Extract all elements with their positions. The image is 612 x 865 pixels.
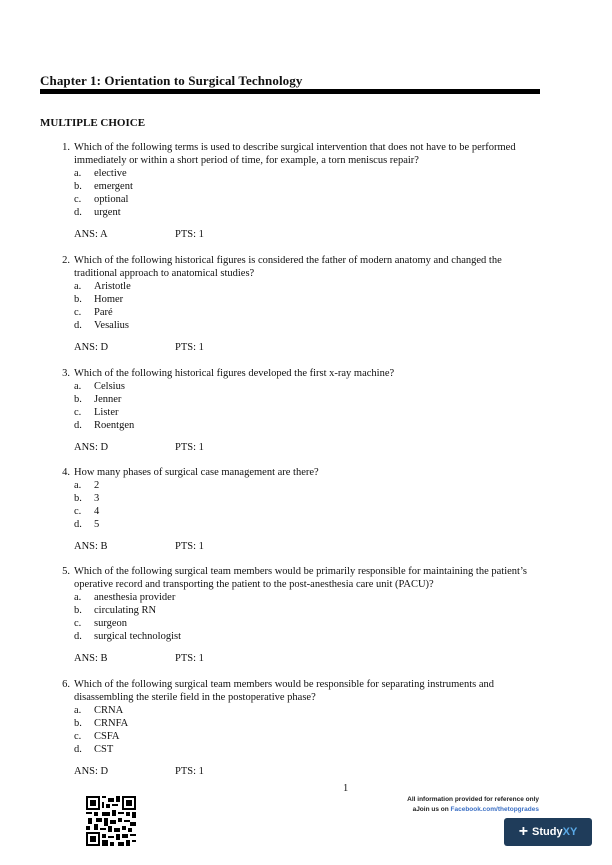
option-letter: c. bbox=[74, 731, 82, 742]
option-letter: d. bbox=[74, 744, 82, 755]
option-b bbox=[74, 717, 540, 730]
option-text: 4 bbox=[94, 506, 100, 517]
option-letter: a. bbox=[74, 480, 82, 491]
option-letter: a. bbox=[74, 592, 82, 603]
brand-prefix: Study bbox=[532, 826, 563, 838]
brand-suffix: XY bbox=[562, 826, 578, 838]
option-b bbox=[74, 604, 540, 617]
option-text: Jenner bbox=[94, 394, 122, 405]
points: PTS: 1 bbox=[175, 541, 204, 552]
question-2 bbox=[56, 254, 540, 354]
studyxy-badge[interactable] bbox=[504, 818, 592, 846]
option-letter: a. bbox=[74, 281, 82, 292]
option-letter: b. bbox=[74, 294, 82, 305]
question-stem: Which of the following historical figures is considered the father of modern anatomy and changed the traditional approach to anatomical studies? bbox=[74, 255, 502, 279]
option-letter: b. bbox=[74, 493, 82, 504]
option-text: circulating RN bbox=[94, 605, 157, 616]
option-d bbox=[74, 630, 540, 643]
option-letter: c. bbox=[74, 506, 82, 517]
answer-line bbox=[74, 228, 540, 241]
option-text: Roentgen bbox=[94, 420, 135, 431]
option-text: surgeon bbox=[94, 618, 128, 629]
option-text: CSFA bbox=[94, 731, 120, 742]
option-letter: d. bbox=[74, 320, 82, 331]
question-stem: Which of the following terms is used to describe surgical intervention that does not have to be performed immediately or within a short period of time, for example, a torn meniscus repair? bbox=[74, 142, 516, 166]
option-b bbox=[74, 180, 540, 193]
title-rule bbox=[40, 89, 540, 94]
option-text: optional bbox=[94, 194, 129, 205]
plus-icon: + bbox=[518, 823, 529, 840]
option-c bbox=[74, 505, 540, 518]
answer-key: ANS: D bbox=[74, 442, 109, 453]
footer-join bbox=[407, 805, 539, 815]
option-letter: c. bbox=[74, 307, 82, 318]
points: PTS: 1 bbox=[175, 653, 204, 664]
option-c bbox=[74, 406, 540, 419]
option-text: CRNA bbox=[94, 705, 124, 716]
option-d bbox=[74, 743, 540, 756]
points: PTS: 1 bbox=[175, 229, 204, 240]
option-text: 5 bbox=[94, 519, 100, 530]
question-stem: Which of the following historical figures developed the first x-ray machine? bbox=[74, 368, 395, 379]
option-letter: a. bbox=[74, 381, 82, 392]
option-c bbox=[74, 730, 540, 743]
answer-line bbox=[74, 441, 540, 454]
question-5 bbox=[56, 565, 540, 665]
question-stem: Which of the following surgical team members would be primarily responsible for maintaining the patient’s operative record and transporting the patient to the post-anesthesia care unit (PACU)? bbox=[74, 566, 527, 590]
section-heading: MULTIPLE CHOICE bbox=[40, 117, 146, 129]
option-letter: b. bbox=[74, 181, 82, 192]
option-text: CRNFA bbox=[94, 718, 129, 729]
option-letter: b. bbox=[74, 605, 82, 616]
answer-line bbox=[74, 341, 540, 354]
option-d bbox=[74, 419, 540, 432]
answer-line bbox=[74, 765, 540, 778]
option-text: Vesalius bbox=[94, 320, 129, 331]
question-number: 5. bbox=[62, 566, 70, 577]
option-text: CST bbox=[94, 744, 114, 755]
option-text: Aristotle bbox=[94, 281, 131, 292]
option-letter: d. bbox=[74, 207, 82, 218]
question-3 bbox=[56, 367, 540, 454]
option-letter: c. bbox=[74, 194, 82, 205]
option-c bbox=[74, 306, 540, 319]
option-c bbox=[74, 617, 540, 630]
question-number: 1. bbox=[62, 142, 70, 153]
option-letter: b. bbox=[74, 718, 82, 729]
facebook-link[interactable]: Facebook.com/thetopgrades bbox=[450, 806, 539, 813]
qr-code-icon[interactable] bbox=[86, 796, 136, 846]
option-letter: c. bbox=[74, 407, 82, 418]
option-a bbox=[74, 704, 540, 717]
option-text: surgical technologist bbox=[94, 631, 181, 642]
option-a bbox=[74, 479, 540, 492]
question-number: 3. bbox=[62, 368, 70, 379]
option-d bbox=[74, 518, 540, 531]
answer-key: ANS: B bbox=[74, 541, 108, 552]
question-6 bbox=[56, 678, 540, 778]
footer-join-prefix: aJoin us on bbox=[412, 806, 451, 813]
option-text: 2 bbox=[94, 480, 100, 491]
answer-key: ANS: B bbox=[74, 653, 108, 664]
option-b bbox=[74, 293, 540, 306]
question-number: 4. bbox=[62, 467, 70, 478]
answer-key: ANS: D bbox=[74, 766, 109, 777]
option-c bbox=[74, 193, 540, 206]
option-text: urgent bbox=[94, 207, 121, 218]
answer-line bbox=[74, 540, 540, 553]
option-b bbox=[74, 492, 540, 505]
question-1 bbox=[56, 141, 540, 241]
question-4 bbox=[56, 466, 540, 553]
option-text: Paré bbox=[94, 307, 113, 318]
option-letter: d. bbox=[74, 631, 82, 642]
option-text: Lister bbox=[94, 407, 119, 418]
question-stem: How many phases of surgical case management are there? bbox=[74, 467, 319, 478]
answer-line bbox=[74, 652, 540, 665]
option-text: 3 bbox=[94, 493, 100, 504]
option-text: elective bbox=[94, 168, 127, 179]
points: PTS: 1 bbox=[175, 766, 204, 777]
points: PTS: 1 bbox=[175, 342, 204, 353]
option-d bbox=[74, 319, 540, 332]
option-text: emergent bbox=[94, 181, 133, 192]
option-letter: d. bbox=[74, 420, 82, 431]
chapter-title: Chapter 1: Orientation to Surgical Technology bbox=[40, 73, 303, 88]
option-letter: c. bbox=[74, 618, 82, 629]
option-a bbox=[74, 280, 540, 293]
option-a bbox=[74, 167, 540, 180]
answer-key: ANS: A bbox=[74, 229, 108, 240]
option-letter: a. bbox=[74, 168, 82, 179]
option-d bbox=[74, 206, 540, 219]
page-number: 1 bbox=[343, 783, 349, 794]
option-letter: a. bbox=[74, 705, 82, 716]
option-letter: b. bbox=[74, 394, 82, 405]
option-text: Celsius bbox=[94, 381, 125, 392]
option-a bbox=[74, 380, 540, 393]
option-text: anesthesia provider bbox=[94, 592, 176, 603]
option-text: Homer bbox=[94, 294, 124, 305]
question-number: 6. bbox=[62, 679, 70, 690]
answer-key: ANS: D bbox=[74, 342, 109, 353]
footer-disclaimer: All information provided for reference only bbox=[407, 796, 539, 803]
option-letter: d. bbox=[74, 519, 82, 530]
points: PTS: 1 bbox=[175, 442, 204, 453]
option-b bbox=[74, 393, 540, 406]
question-stem: Which of the following surgical team members would be responsible for separating instruments and disassembling the sterile field in the postoperative phase? bbox=[74, 679, 494, 703]
option-a bbox=[74, 591, 540, 604]
footer-note bbox=[407, 795, 539, 815]
question-number: 2. bbox=[62, 255, 70, 266]
